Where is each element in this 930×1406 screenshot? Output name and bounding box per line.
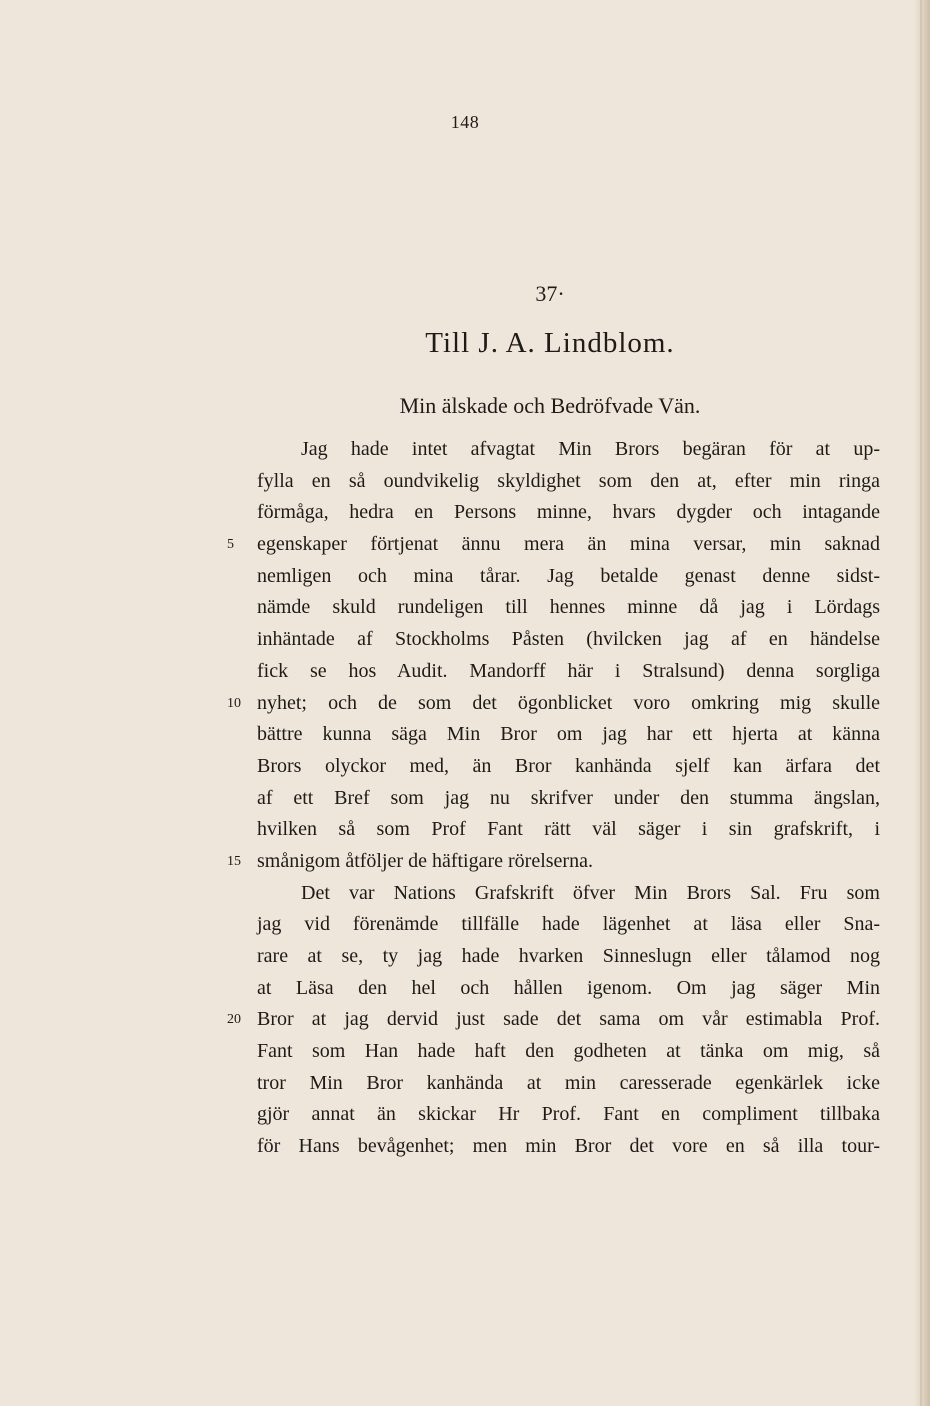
line-text: nämde skuld rundeligen till hennes minne då jag i Lördags <box>257 596 880 619</box>
body-line <box>257 434 880 466</box>
page-edge <box>914 0 930 1406</box>
line-text: bättre kunna säga Min Bror om jag har ett hjerta at känna <box>257 723 880 746</box>
line-text: förmåga, hedra en Persons minne, hvars dygder och intagande <box>257 501 880 524</box>
line-text: at Läsa den hel och hållen igenom. Om jag säger Min <box>257 976 880 999</box>
body-line <box>227 688 880 720</box>
body-line <box>257 1068 880 1100</box>
body-line <box>257 973 880 1005</box>
body-line <box>257 814 880 846</box>
page-edge-line <box>920 0 922 1406</box>
body-line <box>227 529 880 561</box>
line-number: 20 <box>227 1012 241 1028</box>
line-text: Jag hade intet afvagtat Min Brors begäran för at up- <box>301 438 880 460</box>
salutation: Min älskade och Bedröfvade Vän. <box>399 393 701 418</box>
line-text: jag vid förenämde tillfälle hade lägenhet at läsa eller Sna- <box>257 913 880 936</box>
body-line <box>257 656 880 688</box>
line-number: 15 <box>227 853 241 869</box>
line-text: nyhet; och de som det ögonblicket voro omkring mig skulle <box>257 691 880 714</box>
page-number: 148 <box>450 112 480 132</box>
line-text: rare at se, ty jag hade hvarken Sinneslugn eller tålamod nog <box>257 945 880 967</box>
line-text: för Hans bevågenhet; men min Bror det vore en så illa tour- <box>257 1135 880 1158</box>
line-text: fick se hos Audit. Mandorff här i Stralsund) denna sorgliga <box>257 659 880 682</box>
line-text: af ett Bref som jag nu skrifver under den stumma ängslan, <box>257 786 880 809</box>
body-line <box>257 1131 880 1163</box>
line-text: smånigom åtföljer de häftigare rörelserna. <box>257 849 593 872</box>
body-line <box>257 719 880 751</box>
line-text: nemligen och mina tårar. Jag betalde genast denne sidst- <box>257 564 880 587</box>
line-text: egenskaper förtjenat ännu mera än mina versar, min saknad <box>257 533 880 556</box>
line-text: Brors olyckor med, än Bror kanhända sjelf kan ärfara det <box>257 754 880 777</box>
body-line <box>257 941 880 973</box>
line-text: gjör annat än skickar Hr Prof. Fant en compliment tillbaka <box>257 1103 880 1126</box>
letter-title: Till J. A. Lindblom. <box>425 327 675 359</box>
body-line <box>257 497 880 529</box>
letter-body <box>227 434 880 1163</box>
line-number: 10 <box>227 695 241 711</box>
body-line <box>257 624 880 656</box>
body-line <box>257 878 880 910</box>
body-line <box>257 592 880 624</box>
line-text: Det var Nations Grafskrift öfver Min Brors Sal. Fru som <box>301 881 880 904</box>
letter-number: 37· <box>535 281 565 306</box>
line-number: 5 <box>227 537 234 553</box>
body-line <box>257 1036 880 1068</box>
line-text: hvilken så som Prof Fant rätt väl säger i sin grafskrift, i <box>257 818 880 841</box>
body-line <box>257 1099 880 1131</box>
body-line <box>257 466 880 498</box>
body-line <box>257 909 880 941</box>
line-text: tror Min Bror kanhända at min caresserade egenkärlek icke <box>257 1071 880 1094</box>
line-text: Bror at jag dervid just sade det sama om vår estimabla Prof. <box>257 1008 880 1031</box>
body-line <box>257 751 880 783</box>
body-line <box>257 561 880 593</box>
body-line <box>227 1004 880 1036</box>
line-text: Fant som Han hade haft den godheten at tänka om mig, så <box>257 1040 880 1063</box>
body-line <box>227 846 880 878</box>
body-line <box>257 783 880 815</box>
line-text: inhäntade af Stockholms Påsten (hvilcken jag af en händelse <box>257 628 880 651</box>
line-text: fylla en så oundvikelig skyldighet som den at, efter min ringa <box>257 469 880 492</box>
